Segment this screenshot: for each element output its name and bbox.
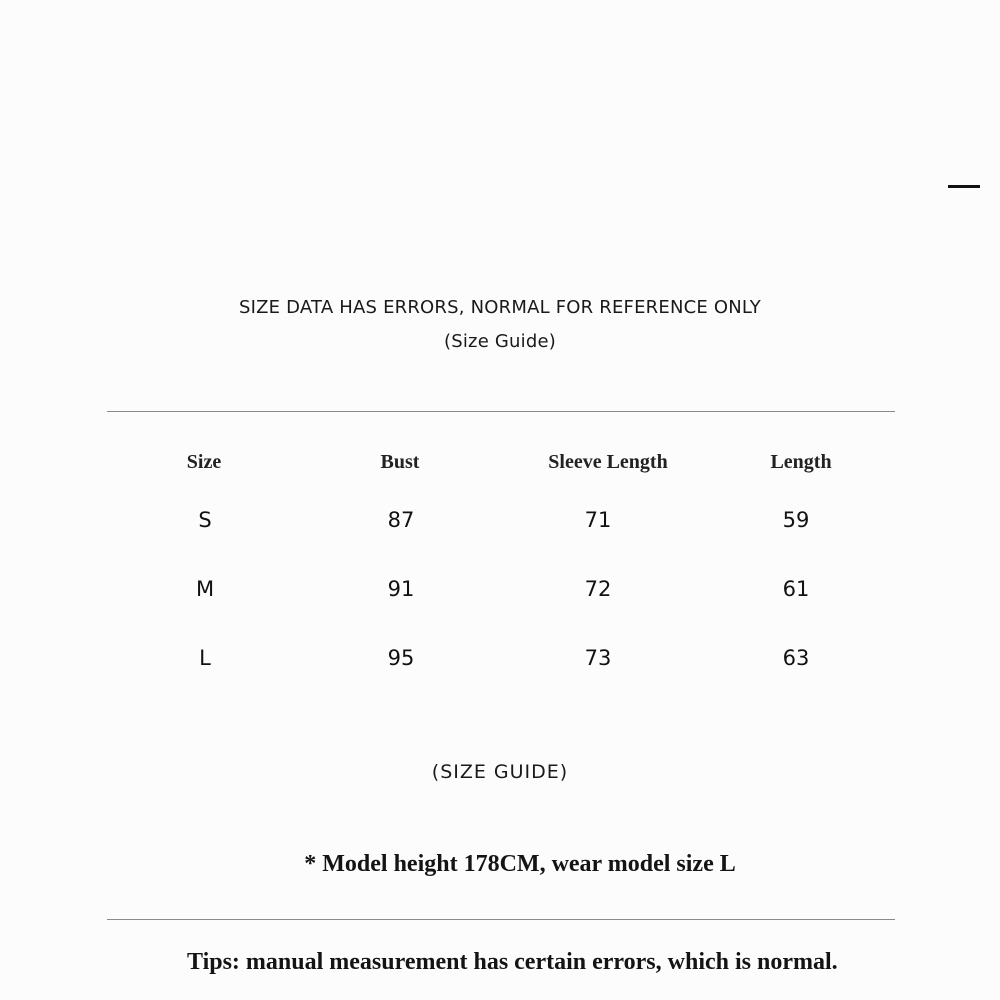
row-m-bust: 91 bbox=[387, 577, 415, 601]
notice-heading: SIZE DATA HAS ERRORS, NORMAL FOR REFERENCE ONLY bbox=[239, 297, 761, 318]
row-l-bust: 95 bbox=[387, 646, 415, 670]
row-m-size: M bbox=[195, 577, 215, 601]
row-s-length: 59 bbox=[782, 508, 810, 532]
row-l-length: 63 bbox=[782, 646, 810, 670]
row-s-size: S bbox=[198, 508, 212, 532]
model-note: * Model height 178CM, wear model size L bbox=[304, 851, 736, 877]
header-length: Length bbox=[770, 451, 832, 473]
row-m-length: 61 bbox=[782, 577, 810, 601]
row-l-size: L bbox=[199, 646, 211, 670]
header-size: Size bbox=[186, 451, 222, 473]
row-l-sleeve: 73 bbox=[584, 646, 612, 670]
header-bust: Bust bbox=[380, 451, 420, 473]
notice-subheading: (Size Guide) bbox=[444, 331, 556, 352]
row-s-sleeve: 71 bbox=[584, 508, 612, 532]
header-sleeve-length: Sleeve Length bbox=[548, 451, 668, 473]
row-m-sleeve: 72 bbox=[584, 577, 612, 601]
tips-text: Tips: manual measurement has certain errors, which is normal. bbox=[187, 949, 838, 975]
bottom-divider bbox=[107, 919, 895, 920]
size-guide-caption: (SIZE GUIDE) bbox=[431, 761, 569, 783]
row-s-bust: 87 bbox=[387, 508, 415, 532]
